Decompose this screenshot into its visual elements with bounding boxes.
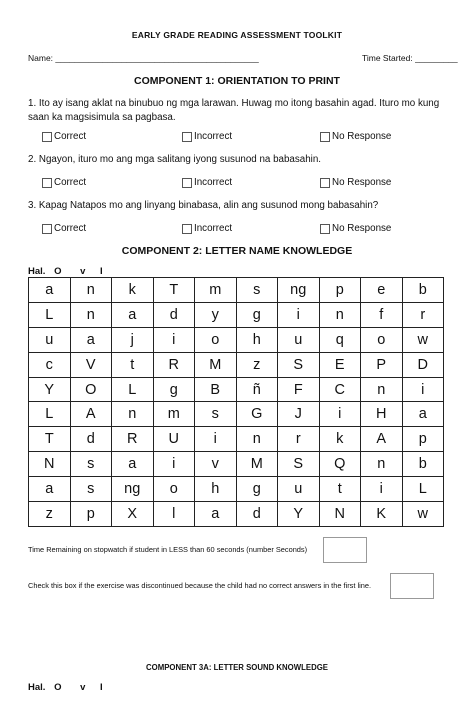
letter-cell[interactable]: E	[319, 352, 361, 377]
letter-cell[interactable]: z	[236, 352, 278, 377]
letter-cell[interactable]: U	[153, 427, 195, 452]
letter-cell[interactable]: i	[278, 302, 320, 327]
letter-cell[interactable]: m	[153, 402, 195, 427]
letter-cell[interactable]: A	[361, 427, 403, 452]
letter-cell[interactable]: n	[112, 402, 154, 427]
letter-cell[interactable]: F	[278, 377, 320, 402]
letter-cell[interactable]: P	[361, 352, 403, 377]
letter-cell[interactable]: w	[402, 502, 444, 527]
letter-cell[interactable]: s	[236, 278, 278, 303]
checkbox-icon[interactable]	[42, 178, 52, 188]
letter-cell[interactable]: o	[153, 477, 195, 502]
letter-cell[interactable]: O	[70, 377, 112, 402]
letter-cell[interactable]: N	[29, 452, 71, 477]
letter-cell[interactable]: M	[236, 452, 278, 477]
letter-cell[interactable]: a	[29, 477, 71, 502]
letter-cell[interactable]: g	[236, 302, 278, 327]
letter-cell[interactable]: Y	[278, 502, 320, 527]
letter-cell[interactable]: ng	[112, 477, 154, 502]
example-row-3a: Hal. O v I	[28, 682, 103, 693]
letter-cell[interactable]: u	[278, 477, 320, 502]
grid-row	[29, 302, 444, 327]
letter-cell[interactable]: ng	[278, 278, 320, 303]
letter-cell[interactable]: d	[153, 302, 195, 327]
time-started-field[interactable]: Time Started: _________	[362, 53, 458, 63]
letter-cell[interactable]: h	[195, 477, 237, 502]
letter-cell[interactable]: A	[70, 402, 112, 427]
letter-cell[interactable]: c	[29, 352, 71, 377]
letter-cell[interactable]: R	[112, 427, 154, 452]
grid-row	[29, 278, 444, 303]
grid-row	[29, 502, 444, 527]
letter-cell[interactable]: H	[361, 402, 403, 427]
letter-cell[interactable]: b	[402, 278, 444, 303]
letter-cell[interactable]: a	[195, 502, 237, 527]
letter-cell[interactable]: o	[361, 327, 403, 352]
letter-cell[interactable]: K	[361, 502, 403, 527]
letter-cell[interactable]: a	[402, 402, 444, 427]
letter-cell[interactable]: y	[195, 302, 237, 327]
letter-cell[interactable]: q	[319, 327, 361, 352]
letter-cell[interactable]: B	[195, 377, 237, 402]
letter-cell[interactable]: n	[70, 278, 112, 303]
letter-cell[interactable]: z	[29, 502, 71, 527]
letter-cell[interactable]: n	[236, 427, 278, 452]
q3-option-incorrect[interactable]: Incorrect	[182, 223, 232, 234]
letter-cell[interactable]: n	[361, 377, 403, 402]
grid-row	[29, 427, 444, 452]
question-2: 2. Ngayon, ituro mo ang mga salitang iyong susunod na babasahin.	[28, 154, 322, 165]
grid-row	[29, 327, 444, 352]
letter-cell[interactable]: i	[195, 427, 237, 452]
letter-cell[interactable]: T	[29, 427, 71, 452]
grid-row	[29, 477, 444, 502]
question-3: 3. Kapag Natapos mo ang linyang binabasa, alin ang susunod mong babasahin?	[28, 200, 379, 211]
letter-cell[interactable]: Q	[319, 452, 361, 477]
letter-cell[interactable]: t	[112, 352, 154, 377]
letter-cell[interactable]: i	[361, 477, 403, 502]
letter-cell[interactable]: k	[112, 278, 154, 303]
letter-cell[interactable]: R	[153, 352, 195, 377]
component-3a-title: COMPONENT 3A: LETTER SOUND KNOWLEDGE	[146, 663, 328, 672]
component-2-title: COMPONENT 2: LETTER NAME KNOWLEDGE	[121, 245, 353, 257]
q3-option-no-response[interactable]: No Response	[320, 223, 391, 234]
example-row: Hal. O v I	[28, 266, 103, 277]
letter-cell[interactable]: p	[319, 278, 361, 303]
letter-cell[interactable]: N	[319, 502, 361, 527]
letter-cell[interactable]: a	[112, 452, 154, 477]
checkbox-icon[interactable]	[42, 224, 52, 234]
letter-cell[interactable]: n	[361, 452, 403, 477]
discontinued-checkbox[interactable]	[390, 573, 434, 599]
letter-cell[interactable]: M	[195, 352, 237, 377]
checkbox-icon[interactable]	[320, 178, 330, 188]
name-field[interactable]: Name: ___________________________________________	[28, 53, 259, 63]
checkbox-icon[interactable]	[182, 178, 192, 188]
checkbox-icon[interactable]	[320, 132, 330, 142]
letter-cell[interactable]: g	[153, 377, 195, 402]
letter-cell[interactable]: V	[70, 352, 112, 377]
time-remaining-box[interactable]	[323, 537, 367, 563]
q2-option-correct[interactable]: Correct	[42, 177, 86, 188]
letter-cell[interactable]: w	[402, 327, 444, 352]
letter-cell[interactable]: u	[278, 327, 320, 352]
letter-cell[interactable]: a	[112, 302, 154, 327]
letter-cell[interactable]: L	[112, 377, 154, 402]
letter-cell[interactable]: d	[70, 427, 112, 452]
letter-cell[interactable]: n	[319, 302, 361, 327]
letter-cell[interactable]: h	[236, 327, 278, 352]
letter-cell[interactable]: s	[70, 452, 112, 477]
letter-cell[interactable]: T	[153, 278, 195, 303]
grid-row	[29, 377, 444, 402]
letter-cell[interactable]: r	[402, 302, 444, 327]
letter-cell[interactable]: S	[278, 452, 320, 477]
q3-option-correct[interactable]: Correct	[42, 223, 86, 234]
letter-cell[interactable]: G	[236, 402, 278, 427]
letter-cell[interactable]: L	[29, 302, 71, 327]
letter-cell[interactable]: j	[112, 327, 154, 352]
q1-option-correct[interactable]: Correct	[42, 131, 86, 142]
letter-cell[interactable]: s	[195, 402, 237, 427]
q2-option-no-response[interactable]: No Response	[320, 177, 391, 188]
letter-cell[interactable]: n	[70, 302, 112, 327]
question-1: 1. Ito ay isang aklat na binubuo ng mga larawan. Huwag mo itong basahin agad. Ituro mo kung saan ka magsisimula sa pagbasa.	[28, 98, 440, 123]
letter-cell[interactable]: i	[402, 377, 444, 402]
letter-cell[interactable]: p	[70, 502, 112, 527]
letter-cell[interactable]: i	[153, 327, 195, 352]
letter-cell[interactable]: k	[319, 427, 361, 452]
letter-cell[interactable]: i	[319, 402, 361, 427]
grid-row	[29, 352, 444, 377]
letter-cell[interactable]: m	[195, 278, 237, 303]
letter-cell[interactable]: g	[236, 477, 278, 502]
letter-cell[interactable]: Y	[29, 377, 71, 402]
time-remaining-note: Time Remaining on stopwatch if student in LESS than 60 seconds (number Seconds)	[28, 545, 308, 554]
checkbox-icon[interactable]	[182, 224, 192, 234]
letter-cell[interactable]: v	[195, 452, 237, 477]
document-title: EARLY GRADE READING ASSESSMENT TOOLKIT	[131, 30, 343, 40]
letter-cell[interactable]: l	[153, 502, 195, 527]
letter-cell[interactable]: e	[361, 278, 403, 303]
discontinued-note: Check this box if the exercise was discontinued because the child had no correct answers in the first line.	[28, 581, 372, 590]
grid-row	[29, 402, 444, 427]
letter-cell[interactable]: o	[195, 327, 237, 352]
q1-option-incorrect[interactable]: Incorrect	[182, 131, 232, 142]
component-1-title: COMPONENT 1: ORIENTATION TO PRINT	[134, 75, 340, 87]
letter-cell[interactable]: L	[29, 402, 71, 427]
letter-cell[interactable]: u	[29, 327, 71, 352]
letter-cell[interactable]: f	[361, 302, 403, 327]
q2-option-incorrect[interactable]: Incorrect	[182, 177, 232, 188]
letter-cell[interactable]: b	[402, 452, 444, 477]
q1-option-no-response[interactable]: No Response	[320, 131, 391, 142]
letter-cell[interactable]: a	[70, 327, 112, 352]
letter-cell[interactable]: L	[402, 477, 444, 502]
letter-cell[interactable]: s	[70, 477, 112, 502]
checkbox-icon[interactable]	[42, 132, 52, 142]
letter-cell[interactable]: t	[319, 477, 361, 502]
letter-cell[interactable]: S	[278, 352, 320, 377]
letter-cell[interactable]: i	[153, 452, 195, 477]
letter-cell[interactable]: p	[402, 427, 444, 452]
grid-row	[29, 452, 444, 477]
checkbox-icon[interactable]	[320, 224, 330, 234]
letter-cell[interactable]: D	[402, 352, 444, 377]
letter-cell[interactable]: J	[278, 402, 320, 427]
letter-cell[interactable]: C	[319, 377, 361, 402]
letter-grid	[28, 277, 444, 527]
letter-cell[interactable]: d	[236, 502, 278, 527]
letter-cell[interactable]: a	[29, 278, 71, 303]
checkbox-icon[interactable]	[182, 132, 192, 142]
letter-cell[interactable]: ñ	[236, 377, 278, 402]
letter-cell[interactable]: X	[112, 502, 154, 527]
letter-cell[interactable]: r	[278, 427, 320, 452]
